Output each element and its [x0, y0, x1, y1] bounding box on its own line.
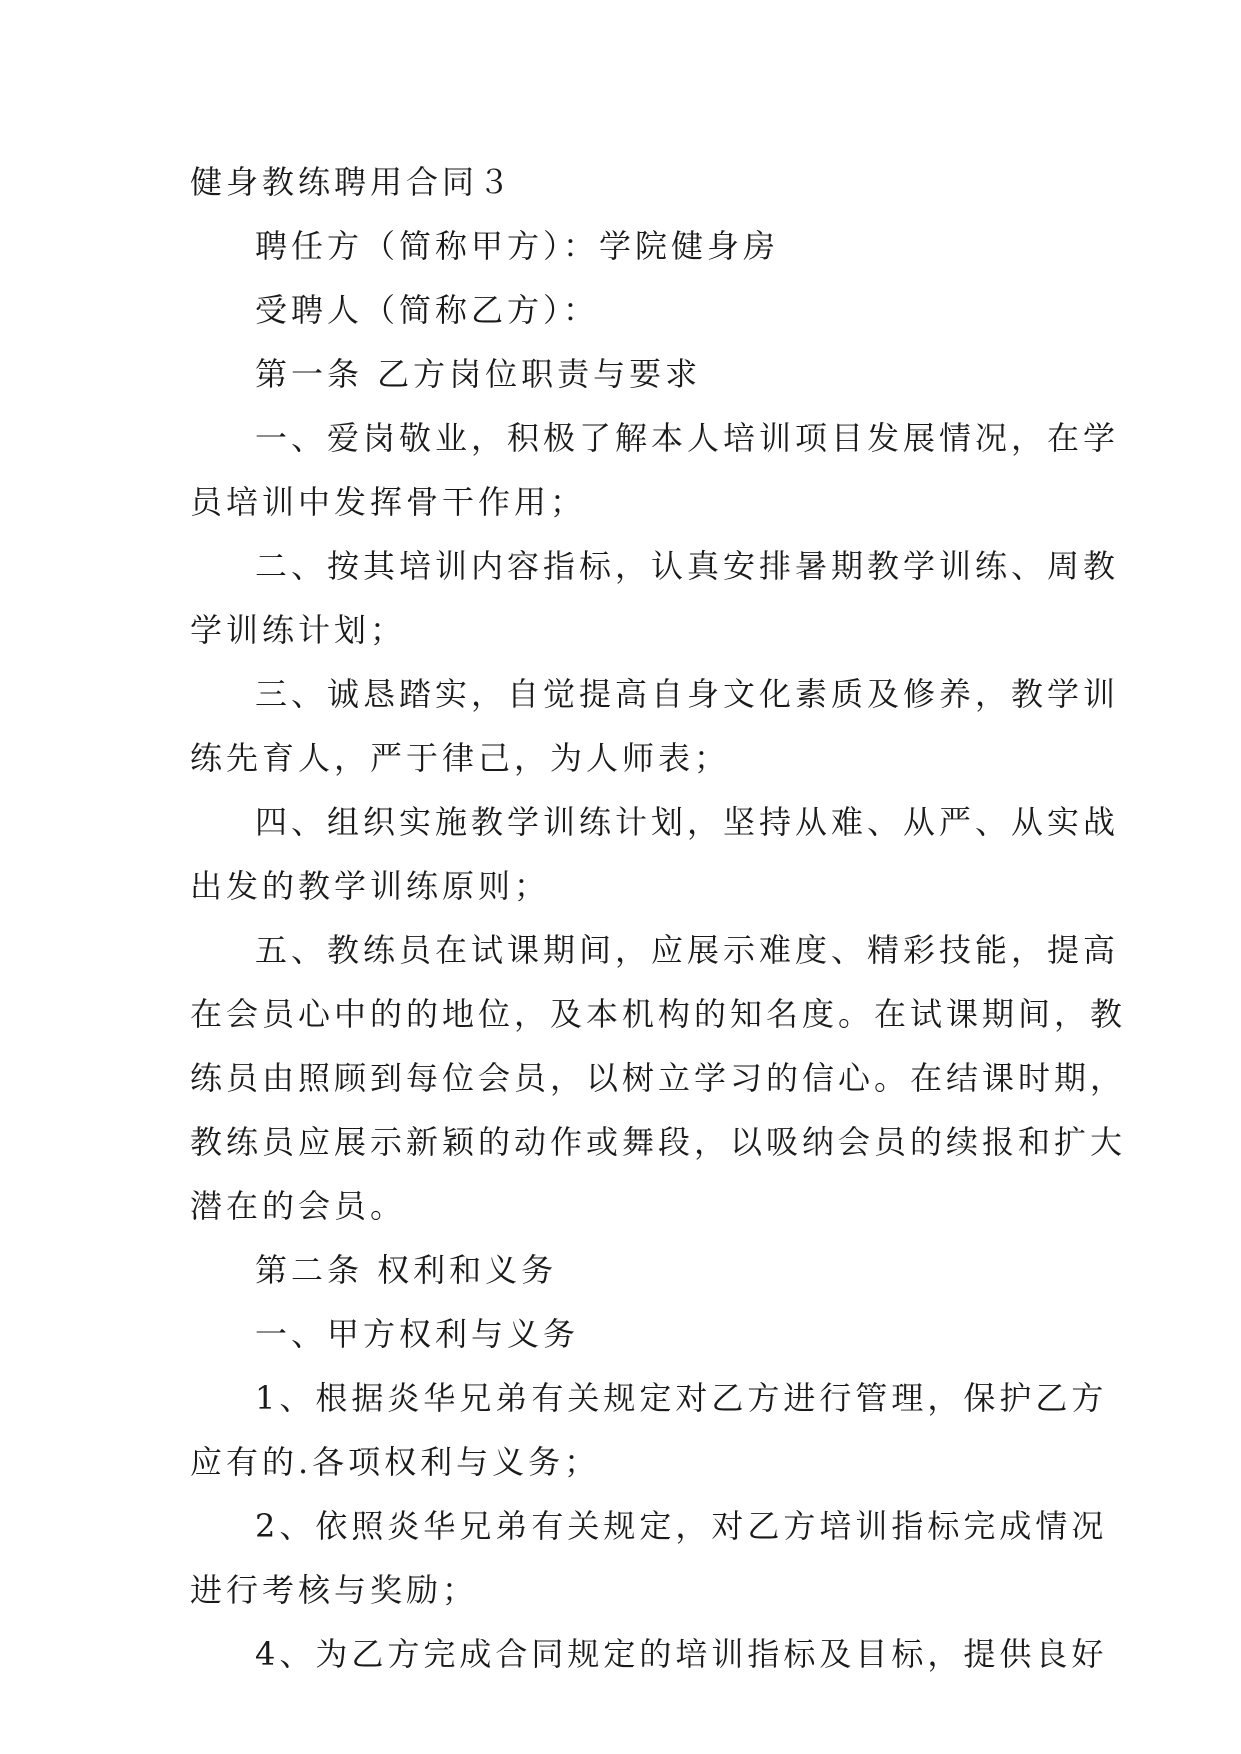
paragraph-line: 练员由照顾到每位会员，以树立学习的信心。在结课时期，	[190, 1059, 1127, 1097]
paragraph-line: 2、依照炎华兄弟有关规定，对乙方培训指标完成情况	[255, 1507, 1108, 1545]
paragraph-line: 五、教练员在试课期间，应展示难度、精彩技能，提高	[255, 931, 1120, 969]
paragraph-line: 1、根据炎华兄弟有关规定对乙方进行管理，保护乙方	[255, 1379, 1108, 1417]
section-heading: 一、甲方权利与义务	[255, 1315, 580, 1353]
paragraph-line: 学训练计划；	[190, 611, 407, 649]
paragraph-line: 4、为乙方完成合同规定的培训指标及目标，提供良好	[255, 1635, 1108, 1673]
paragraph-line: 一、爱岗敬业，积极了解本人培训项目发展情况，在学	[255, 419, 1120, 457]
document-body	[190, 150, 1127, 1686]
paragraph-line: 进行考核与奖励；	[190, 1571, 479, 1609]
paragraph-line: 练先育人，严于律己，为人师表；	[190, 739, 731, 777]
document-title: 健身教练聘用合同３	[190, 163, 515, 201]
party-a-line: 聘任方（简称甲方）：学院健身房	[255, 227, 780, 265]
article-1-heading: 第一条 乙方岗位职责与要求	[255, 355, 702, 393]
paragraph-line: 三、诚恳踏实，自觉提高自身文化素质及修养，教学训	[255, 675, 1120, 713]
paragraph-line: 二、按其培训内容指标，认真安排暑期教学训练、周教	[255, 547, 1120, 585]
paragraph-line: 在会员心中的的地位，及本机构的知名度。在试课期间，教	[190, 995, 1127, 1033]
paragraph-line: 四、组织实施教学训练计划，坚持从难、从严、从实战	[255, 803, 1120, 841]
paragraph-line: 教练员应展示新颖的动作或舞段，以吸纳会员的续报和扩大	[190, 1123, 1127, 1161]
paragraph-line: 应有的.各项权利与义务；	[190, 1443, 601, 1481]
paragraph-line: 出发的教学训练原则；	[190, 867, 551, 905]
party-b-line: 受聘人（简称乙方）：	[255, 291, 600, 329]
article-2-heading: 第二条 权利和义务	[255, 1251, 558, 1289]
paragraph-line: 潜在的会员。	[190, 1187, 407, 1225]
paragraph-line: 员培训中发挥骨干作用；	[190, 483, 587, 521]
